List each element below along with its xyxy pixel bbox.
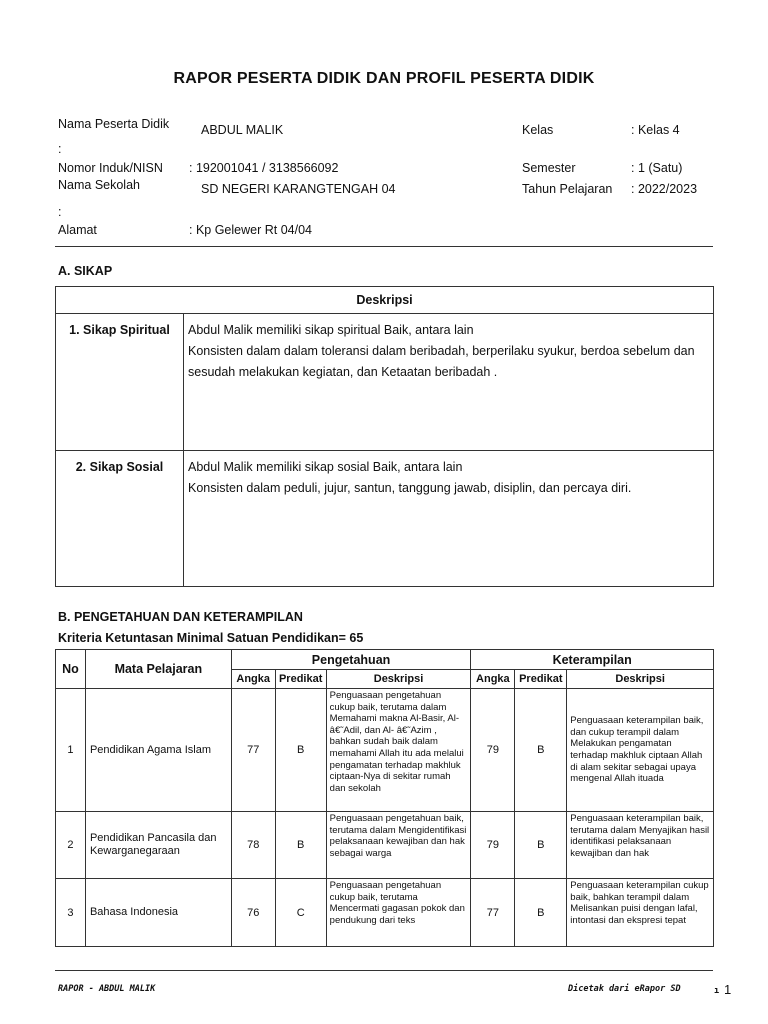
attitude-row-spiritual <box>56 314 714 451</box>
col-no: No <box>56 650 86 689</box>
knowledge-score: 78 <box>231 812 275 879</box>
skill-predicate: B <box>515 812 567 879</box>
semester-value: : 1 (Satu) <box>631 161 683 175</box>
student-nisn-label: Nomor Induk/NISN <box>58 161 163 175</box>
skill-score: 77 <box>471 879 515 947</box>
col-k-predicate: Predikat <box>275 670 326 689</box>
knowledge-predicate: C <box>275 879 326 947</box>
col-subject: Mata Pelajaran <box>85 650 231 689</box>
grades-table <box>55 649 714 947</box>
col-knowledge: Pengetahuan <box>231 650 471 670</box>
header-divider <box>55 246 713 247</box>
skill-score: 79 <box>471 812 515 879</box>
address-value: : Kp Gelewer Rt 04/04 <box>189 223 312 237</box>
knowledge-score: 77 <box>231 689 275 812</box>
col-s-predicate: Predikat <box>515 670 567 689</box>
colon-separator: : <box>58 205 62 219</box>
student-name-label: Nama Peserta Didik <box>58 117 170 131</box>
footer-printed-from: Dicetak dari eRapor SD <box>568 984 681 994</box>
academic-year-value: : 2022/2023 <box>631 182 698 196</box>
social-desc-line1: Abdul Malik memiliki sikap sosial Baik, antara lain <box>188 460 463 474</box>
skill-description: Penguasaan keterampilan baik, dan cukup terampil dalam Melakukan pengamatan terhadap makhluk ciptaan Allah di alam sekitar sebagai upaya mengenal Allah ituada <box>567 689 714 812</box>
knowledge-score: 76 <box>231 879 275 947</box>
spiritual-description <box>184 314 714 451</box>
table-row <box>56 689 714 812</box>
footer-divider <box>55 970 713 971</box>
spiritual-desc-line1: Abdul Malik memiliki sikap spiritual Baik, antara lain <box>188 323 474 337</box>
kkm-label: Kriteria Ketuntasan Minimal Satuan Pendidikan= 65 <box>58 631 364 645</box>
subject-name: Pendidikan Pancasila dan Kewarganegaraan <box>85 812 231 879</box>
skill-description: Penguasaan keterampilan cukup baik, bahkan terampil dalam Melisankan puisi dengan lafal, intontasi dan ekspresi tepat <box>567 879 714 947</box>
report-title: RAPOR PESERTA DIDIK DAN PROFIL PESERTA DIDIK <box>173 70 595 87</box>
student-nisn-value: : 192001041 / 3138566092 <box>189 161 339 175</box>
col-skill: Keterampilan <box>471 650 714 670</box>
knowledge-predicate: B <box>275 812 326 879</box>
colon-separator: : <box>58 142 62 156</box>
row-no: 1 <box>56 689 86 812</box>
col-s-score: Angka <box>471 670 515 689</box>
attitude-desc-header: Deskripsi <box>56 287 714 314</box>
academic-year-label: Tahun Pelajaran <box>522 182 613 196</box>
footer-report-name: RAPOR - ABDUL MALIK <box>58 984 156 994</box>
page-number: 1 <box>724 982 732 997</box>
class-value: : Kelas 4 <box>631 123 680 137</box>
spiritual-label: 1. Sikap Spiritual <box>56 314 184 451</box>
student-name-value: ABDUL MALIK <box>201 123 284 137</box>
col-k-description: Deskripsi <box>326 670 471 689</box>
row-no: 2 <box>56 812 86 879</box>
knowledge-predicate: B <box>275 689 326 812</box>
row-no: 3 <box>56 879 86 947</box>
subject-name: Pendidikan Agama Islam <box>85 689 231 812</box>
knowledge-description: Penguasaan pengetahuan cukup baik, terutama Mencermati gagasan pokok dan pendukung dari teks <box>326 879 471 947</box>
school-name-value: SD NEGERI KARANGTENGAH 04 <box>201 182 396 196</box>
table-row <box>56 812 714 879</box>
class-label: Kelas <box>522 123 554 137</box>
section-b-heading: B. PENGETAHUAN DAN KETERAMPILAN <box>58 610 303 624</box>
subject-name: Bahasa Indonesia <box>85 879 231 947</box>
footer-page-separator: ı <box>714 986 720 996</box>
skill-predicate: B <box>515 879 567 947</box>
col-k-score: Angka <box>231 670 275 689</box>
table-row <box>56 879 714 947</box>
school-name-label: Nama Sekolah <box>58 178 140 192</box>
attitude-table <box>55 286 714 587</box>
skill-predicate: B <box>515 689 567 812</box>
social-label: 2. Sikap Sosial <box>56 451 184 587</box>
knowledge-description: Penguasaan pengetahuan baik, terutama dalam Mengidentifikasi pelaksanaan kewajiban dan hak sebagai warga <box>326 812 471 879</box>
social-description <box>184 451 714 587</box>
attitude-row-social <box>56 451 714 587</box>
section-a-heading: A. SIKAP <box>58 264 113 278</box>
address-label: Alamat <box>58 223 97 237</box>
social-desc-line2: Konsisten dalam peduli, jujur, santun, tanggung jawab, disiplin, dan percaya diri. <box>188 481 632 495</box>
semester-label: Semester <box>522 161 576 175</box>
knowledge-description: Penguasaan pengetahuan cukup baik, terutama dalam Memahami makna Al-Basir, Al-â€˜Adil, dan Al- â€˜Azim , bahkan sudah baik dalam memahami Allah itu ada melalui pengamatan terhadap makhluk ciptaan-Nya di sekitar rumah dan sekolah <box>326 689 471 812</box>
spiritual-desc-line2: Konsisten dalam dalam toleransi dalam beribadah, berperilaku syukur, berdoa sebelum dan sesudah melakukan kegiatan, dan Ketaatan beribadah . <box>188 344 695 379</box>
skill-description: Penguasaan keterampilan baik, terutama dalam Menyajikan hasil identifikasi pelaksanaan kewajiban dan hak <box>567 812 714 879</box>
col-s-description: Deskripsi <box>567 670 714 689</box>
skill-score: 79 <box>471 689 515 812</box>
